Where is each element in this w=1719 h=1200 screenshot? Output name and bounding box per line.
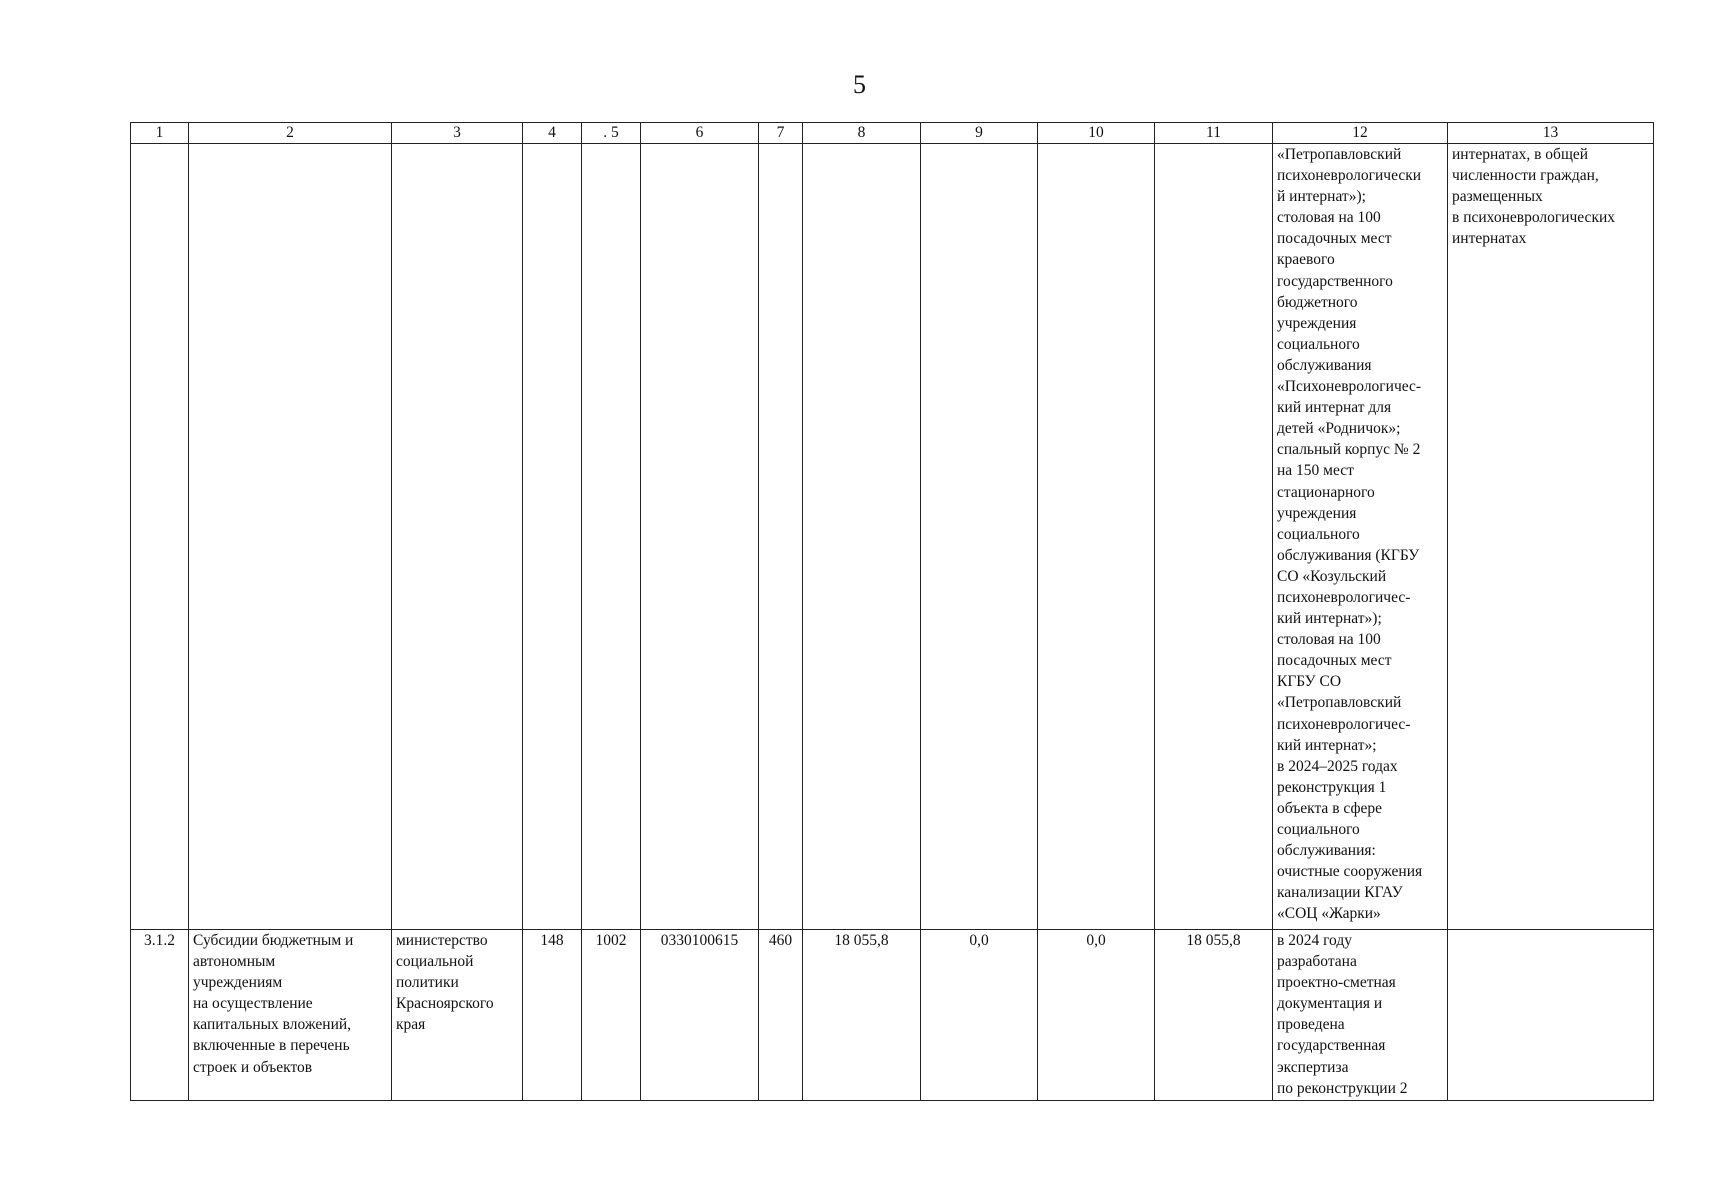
grbs-code-cell: 148 xyxy=(523,930,582,1101)
header-cell: 1 xyxy=(131,123,189,144)
header-cell: 7 xyxy=(759,123,803,144)
amount-cell: 0,0 xyxy=(921,930,1038,1101)
table-row xyxy=(131,144,1654,930)
program-table xyxy=(130,122,1654,1101)
table-cell xyxy=(1155,144,1273,930)
header-cell: 12 xyxy=(1273,123,1448,144)
table-cell xyxy=(392,144,523,930)
header-cell: 13 xyxy=(1448,123,1654,144)
header-cell: 2 xyxy=(189,123,392,144)
header-cell: . 5 xyxy=(582,123,641,144)
rzpr-code-cell: 1002 xyxy=(582,930,641,1101)
header-cell: 8 xyxy=(803,123,921,144)
vr-code-cell: 460 xyxy=(759,930,803,1101)
header-cell: 11 xyxy=(1155,123,1273,144)
table-cell xyxy=(189,144,392,930)
total-amount-cell: 18 055,8 xyxy=(1155,930,1273,1101)
table-cell xyxy=(921,144,1038,930)
result-description-cell: «Петропавловский психоневрологически й интернат»); столовая на 100 посадочных мест краевого государственного бюджетного учреждения социального обслуживания «Психоневрологичес- кий интернат для детей «Родничок»; спальный корпус № 2 на 150 мест стационарного учреждения социального обслуживания (КГБУ СО «Козульский психоневрологичес- кий интернат»); столовая на 100 посадочных мест КГБУ СО «Петропавловский психоневрологичес- кий интернат»; в 2024–2025 годах реконструкция 1 объекта в сфере социального обслуживания: очистные сооружения канализации КГАУ «СОЦ «Жарки» xyxy=(1273,144,1448,930)
table-cell xyxy=(641,144,759,930)
table-cell xyxy=(523,144,582,930)
header-cell: 9 xyxy=(921,123,1038,144)
table-cell xyxy=(1038,144,1155,930)
amount-cell: 0,0 xyxy=(1038,930,1155,1101)
table-row xyxy=(131,930,1654,1101)
administrator-cell: министерство социальной политики Красноярского края xyxy=(392,930,523,1101)
header-cell: 6 xyxy=(641,123,759,144)
page-number: 5 xyxy=(853,70,866,99)
header-cell: 10 xyxy=(1038,123,1155,144)
csr-code-cell: 0330100615 xyxy=(641,930,759,1101)
indicator-cell xyxy=(1448,930,1654,1101)
table-cell xyxy=(803,144,921,930)
table-cell xyxy=(131,144,189,930)
indicator-cell: интернатах, в общей численности граждан, размещенных в психоневрологических интернатах xyxy=(1448,144,1654,930)
item-name-cell: Субсидии бюджетным и автономным учреждениям на осуществление капитальных вложений, включенные в перечень строек и объектов xyxy=(189,930,392,1101)
table-cell xyxy=(582,144,641,930)
result-description-cell: в 2024 году разработана проектно-сметная документация и проведена государственная экспертиза по реконструкции 2 xyxy=(1273,930,1448,1101)
header-cell: 3 xyxy=(392,123,523,144)
table-cell xyxy=(759,144,803,930)
column-number-row xyxy=(131,123,1654,144)
amount-cell: 18 055,8 xyxy=(803,930,921,1101)
item-number-cell: 3.1.2 xyxy=(131,930,189,1101)
header-cell: 4 xyxy=(523,123,582,144)
